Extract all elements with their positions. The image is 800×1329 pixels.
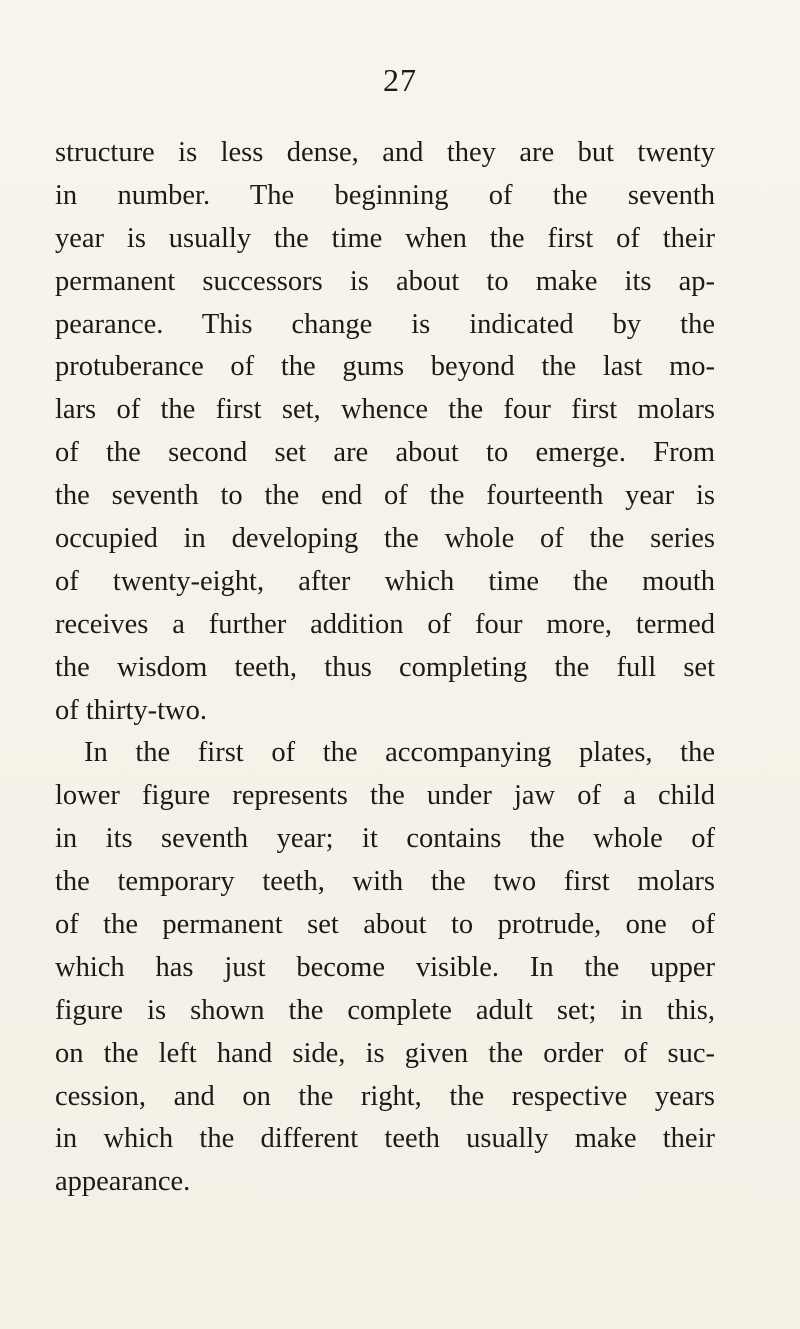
text-line-13: the wisdom teeth, thus completing the full set — [55, 651, 715, 683]
text-line-15: In the first of the accompanying plates, the — [84, 737, 715, 769]
text-line-11: of twenty-eight, after which time the mouth — [55, 565, 715, 597]
text-line-16: lower figure represents the under jaw of a child — [55, 780, 715, 812]
text-line-6: protuberance of the gums beyond the last mo- — [55, 351, 715, 383]
text-line-18: the temporary teeth, with the two first molars — [55, 866, 715, 898]
text-line-9: the seventh to the end of the fourteenth year is — [55, 480, 715, 512]
text-line-5: pearance. This change is indicated by the — [55, 308, 715, 340]
text-line-20: which has just become visible. In the upper — [55, 951, 715, 983]
text-line-25: appearance. — [55, 1166, 191, 1198]
body-text — [55, 132, 715, 1204]
text-line-7: lars of the first set, whence the four first molars — [55, 394, 715, 426]
text-line-23: cession, and on the right, the respective years — [55, 1080, 715, 1112]
page-number: 27 — [383, 62, 417, 98]
text-line-24: in which the different teeth usually make their — [55, 1123, 715, 1155]
text-line-21: figure is shown the complete adult set; in this, — [55, 994, 715, 1026]
text-line-22: on the left hand side, is given the order of suc- — [55, 1037, 715, 1069]
text-line-17: in its seventh year; it contains the whole of — [55, 823, 715, 855]
text-line-4: permanent successors is about to make its ap- — [55, 265, 715, 297]
text-line-14: of thirty-two. — [55, 694, 207, 726]
text-line-1: structure is less dense, and they are but twenty — [55, 137, 715, 168]
text-line-3: year is usually the time when the first of their — [55, 222, 715, 254]
text-line-2: in number. The beginning of the seventh — [55, 179, 715, 211]
text-line-12: receives a further addition of four more, termed — [55, 608, 715, 640]
text-line-19: of the permanent set about to protrude, one of — [55, 909, 715, 941]
text-line-8: of the second set are about to emerge. From — [55, 437, 715, 469]
text-line-10: occupied in developing the whole of the series — [55, 523, 715, 555]
